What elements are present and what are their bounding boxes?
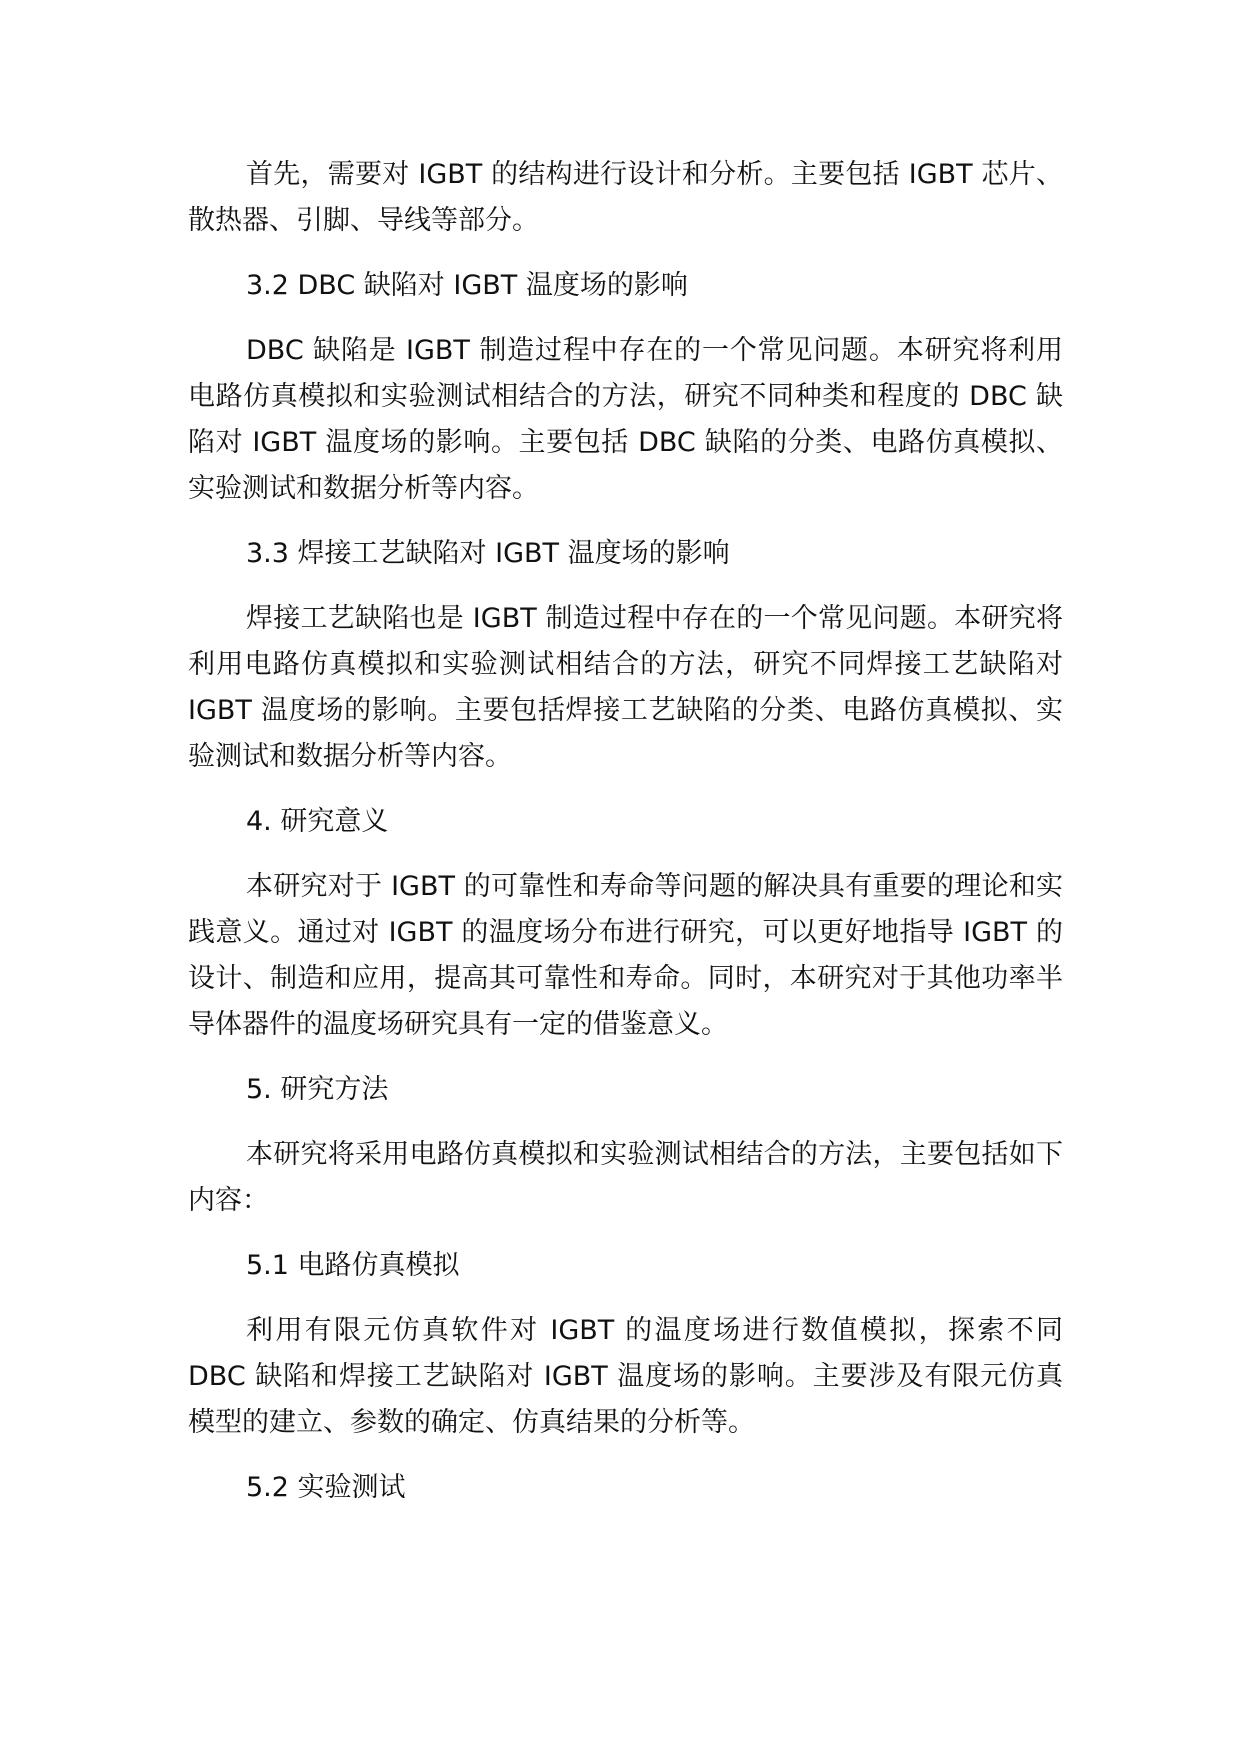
document-body xyxy=(188,152,1063,1530)
section-heading: 4. 研究意义 xyxy=(246,806,389,837)
body-paragraph: 焊接工艺缺陷也是 IGBT 制造过程中存在的一个常见问题。本研究将利用电路仿真模拟和实验测试相结合的方法，研究不同焊接工艺缺陷对 IGBT 温度场的影响。主要包括焊接工艺缺陷的分类、电路仿真模拟、实验测试和数据分析等内容。 xyxy=(188,603,1063,772)
section-heading: 3.2 DBC 缺陷对 IGBT 温度场的影响 xyxy=(246,270,688,301)
section-heading: 3.3 焊接工艺缺陷对 IGBT 温度场的影响 xyxy=(246,538,730,569)
body-paragraph: 本研究将采用电路仿真模拟和实验测试相结合的方法，主要包括如下内容： xyxy=(188,1139,1063,1216)
body-paragraph: 本研究对于 IGBT 的可靠性和寿命等问题的解决具有重要的理论和实践意义。通过对 IGBT 的温度场分布进行研究，可以更好地指导 IGBT 的设计、制造和应用，提高其可靠性和寿命。同时，本研究对于其他功率半导体器件的温度场研究具有一定的借鉴意义。 xyxy=(188,871,1063,1040)
section-heading: 5.1 电路仿真模拟 xyxy=(246,1250,460,1281)
body-paragraph: DBC 缺陷是 IGBT 制造过程中存在的一个常见问题。本研究将利用电路仿真模拟和实验测试相结合的方法，研究不同种类和程度的 DBC 缺陷对 IGBT 温度场的影响。主要包括 DBC 缺陷的分类、电路仿真模拟、实验测试和数据分析等内容。 xyxy=(188,335,1063,504)
body-paragraph: 首先，需要对 IGBT 的结构进行设计和分析。主要包括 IGBT 芯片、散热器、引脚、导线等部分。 xyxy=(188,159,1063,236)
section-heading: 5. 研究方法 xyxy=(246,1074,389,1105)
section-heading: 5.2 实验测试 xyxy=(246,1472,406,1503)
body-paragraph: 利用有限元仿真软件对 IGBT 的温度场进行数值模拟，探索不同 DBC 缺陷和焊接工艺缺陷对 IGBT 温度场的影响。主要涉及有限元仿真模型的建立、参数的确定、仿真结果的分析等。 xyxy=(188,1315,1063,1438)
